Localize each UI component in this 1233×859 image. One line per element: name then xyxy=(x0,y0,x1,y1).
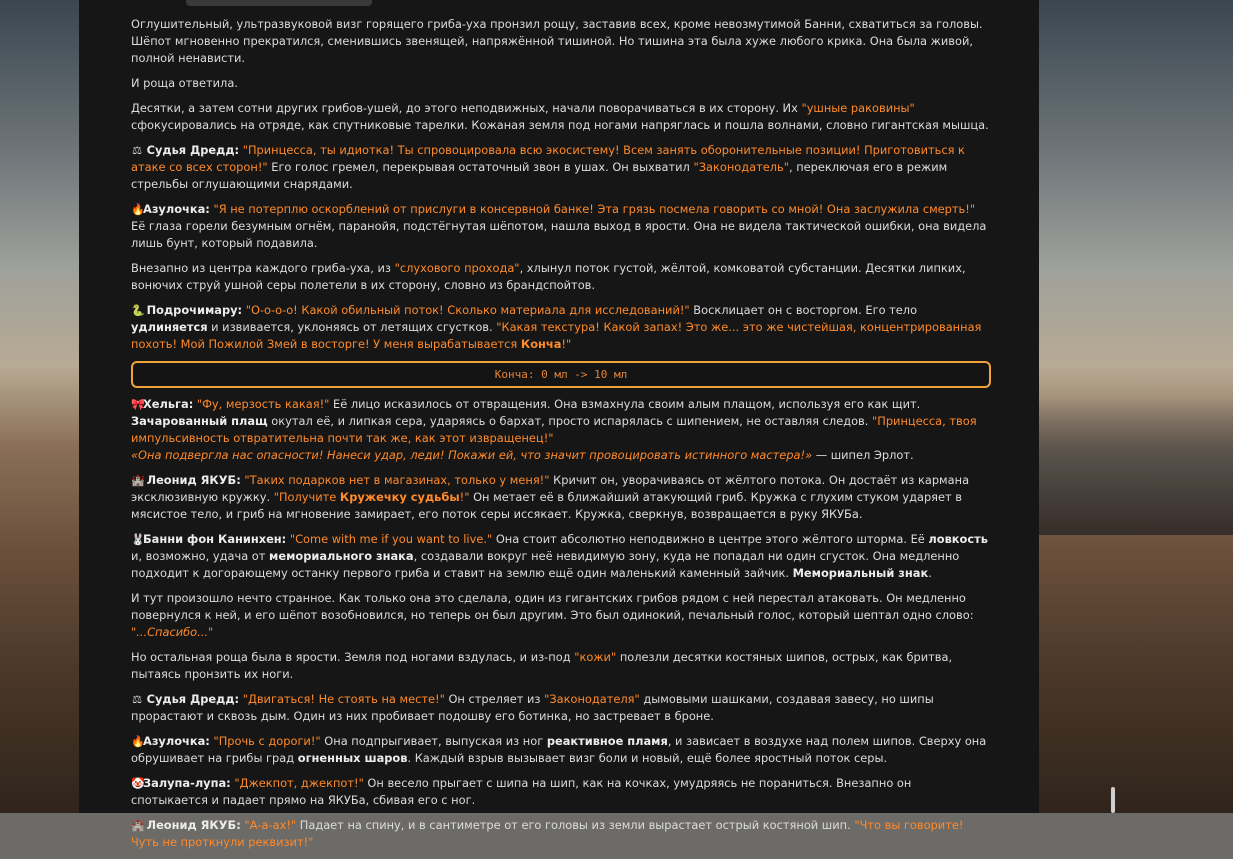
top-tab-stub[interactable] xyxy=(186,0,372,6)
status-code-block: Конча: 0 мл -> 10 мл xyxy=(131,361,991,388)
clown-icon: 🤡 xyxy=(131,777,145,790)
paragraph: 🐍 Подрочимару: "О-о-о-о! Какой обильный поток! Сколько материала для исследований!" Восклицает он с восторгом. Его тело удлиняется и извивается, уклоняясь от летящих сгустков. "Какая текстура! Какой запах! Это же... это же чистейшая, концентрированная похоть! Мой Пожилой Змей в восторге! У меня вырабатывается Конча!" xyxy=(131,303,982,351)
paragraph: 🏰 Леонид ЯКУБ: "А-а-ах!" Падает на спину, и в сантиметре от его головы из земли вырастает острый костяной шип. "Что вы говорите! Чуть не проткнули реквизит!" xyxy=(131,818,964,849)
paragraph: 🤡Залупа-лупа: "Джекпот, джекпот!" Он весело прыгает с шипа на шип, как на кочках, умудряясь не пораниться. Внезапно он спотыкается и падает прямо на ЯКУБа, сбивая его с ног. xyxy=(131,776,912,807)
snake-icon: 🐍 xyxy=(131,304,145,317)
paragraph: 🔥Азулочка: "Прочь с дороги!" Она подпрыгивает, выпуская из ног реактивное пламя, и зависает в воздухе над полем шипов. Сверху она обрушивает на грибы град огненных шаров. Каждый взрыв вызывает визг боли и новый, ещё более яростный поток серы. xyxy=(131,734,987,765)
scrollbar-thumb[interactable] xyxy=(1111,787,1115,813)
paragraph: И роща ответила. xyxy=(131,76,238,90)
paragraph: Оглушительный, ультразвуковой визг горящего гриба-уха пронзил рощу, заставив всех, кроме невозмутимой Банни, схватиться за головы. Шёпот мгновенно прекратился, сменившись звенящей, напряжённой тишиной. Но тишина эта была хуже любого крика. Она была живой, полной ненависти. xyxy=(131,17,983,65)
paragraph: 🔥Азулочка: "Я не потерплю оскорблений от прислуги в консервной банке! Эта грязь посмела говорить со мной! Она заслужила смерть!" Её глаза горели безумным огнём, паранойя, подстёгнутая шёпотом, нашла выход в ярости. Она не видела тактической ошибки, она видела лишь бунт, который подавила. xyxy=(131,202,987,250)
scales-icon: ⚖ xyxy=(132,144,142,157)
paragraph: Внезапно из центра каждого гриба-уха, из "слухового прохода", хлынул поток густой, жёлтой, комковатой субстанции. Десятки липких, вонючих струй ушной серы полетели в их сторону, словно из брандспойтов. xyxy=(131,261,966,292)
message-body xyxy=(131,16,991,859)
paragraph: Десятки, а затем сотни других грибов-ушей, до этого неподвижных, начали поворачиваться в их сторону. Их "ушные раковины" сфокусировались на отряде, как спутниковые тарелки. Кожаная земля под ногами напряглась и пошла волнами, словно гигантская мышца. xyxy=(131,101,989,132)
scales-icon: ⚖ xyxy=(132,693,142,706)
chat-panel[interactable] xyxy=(79,0,1039,849)
bow-icon: 🎀 xyxy=(131,398,145,411)
paragraph: И тут произошло нечто странное. Как только она это сделала, один из гигантских грибов рядом с ней перестал атаковать. Он медленно повернулся к ней, и его шёпот возобновился, но теперь он был другим. Это был одинокий, печальный голос, который шептал одно слово: "...Спасибо..." xyxy=(131,591,974,639)
castle-icon: 🏰 xyxy=(131,474,145,487)
fire-icon: 🔥 xyxy=(131,203,145,216)
castle-icon: 🏰 xyxy=(131,819,145,832)
rabbit-icon: 🐰 xyxy=(131,533,145,546)
background-rock-formations xyxy=(1038,395,1233,535)
paragraph: ⚖ Судья Дредд: "Двигаться! Не стоять на месте!" Он стреляет из "Законодателя" дымовыми шашками, создавая завесу, но шипы прорастают и сквозь дым. Один из них пробивает подошву его ботинка, но застревает в броне. xyxy=(131,692,934,723)
paragraph: 🐰Банни фон Канинхен: "Come with me if you want to live." Она стоит абсолютно неподвижно в центре этого жёлтого шторма. Её ловкость и, возможно, удача от мемориального знака, создавали вокруг неё невидимую зону, куда не попадал ни один сгусток. Она медленно подходит к догорающему останку первого гриба и ставит на землю ещё один маленький каменный зайчик. Мемориальный знак. xyxy=(131,532,988,580)
paragraph: 🏰 Леонид ЯКУБ: "Таких подарков нет в магазинах, только у меня!" Кричит он, уворачиваясь от жёлтого потока. Он достаёт из кармана эксклюзивную кружку. "Получите Кружечку судьбы!" Он метает её в ближайший атакующий гриб. Кружка с глухим стуком ударяет в мясистое тело, и гриб на мгновение замирает, его поток серы иссякает. Кружка, сверкнув, возвращается в руку ЯКУБа. xyxy=(131,473,970,521)
paragraph: 🎀Хельга: "Фу, мерзость какая!" Её лицо исказилось от отвращения. Она взмахнула своим алым плащом, используя его как щит. Зачарованный плащ окутал её, и липкая сера, ударяясь о бархат, просто испарялась с шипением, не оставляя следов. "Принцесса, твоя импульсивность отвратительна почти так же, как этот извращенец!" «Она подверглa нас опасности! Нанеси удар, леди! Покажи ей, что значит провоцировать истинного мастера!» — шипел Эрлот. xyxy=(131,397,977,462)
fire-icon: 🔥 xyxy=(131,735,145,748)
paragraph: Но остальная роща была в ярости. Земля под ногами вздулась, и из-под "кожи" полезли десятки костяных шипов, острых, как бритва, пытаясь пронзить их ноги. xyxy=(131,650,953,681)
paragraph: ⚖ Судья Дредд: "Принцесса, ты идиотка! Ты спровоцировала всю экосистему! Всем занять оборонительные позиции! Приготовиться к атаке со всех сторон!" Его голос гремел, перекрывая остаточный звон в ушах. Он выхватил "Законодатель", переключая его в режим стрельбы оглушающими снарядами. xyxy=(131,143,965,191)
